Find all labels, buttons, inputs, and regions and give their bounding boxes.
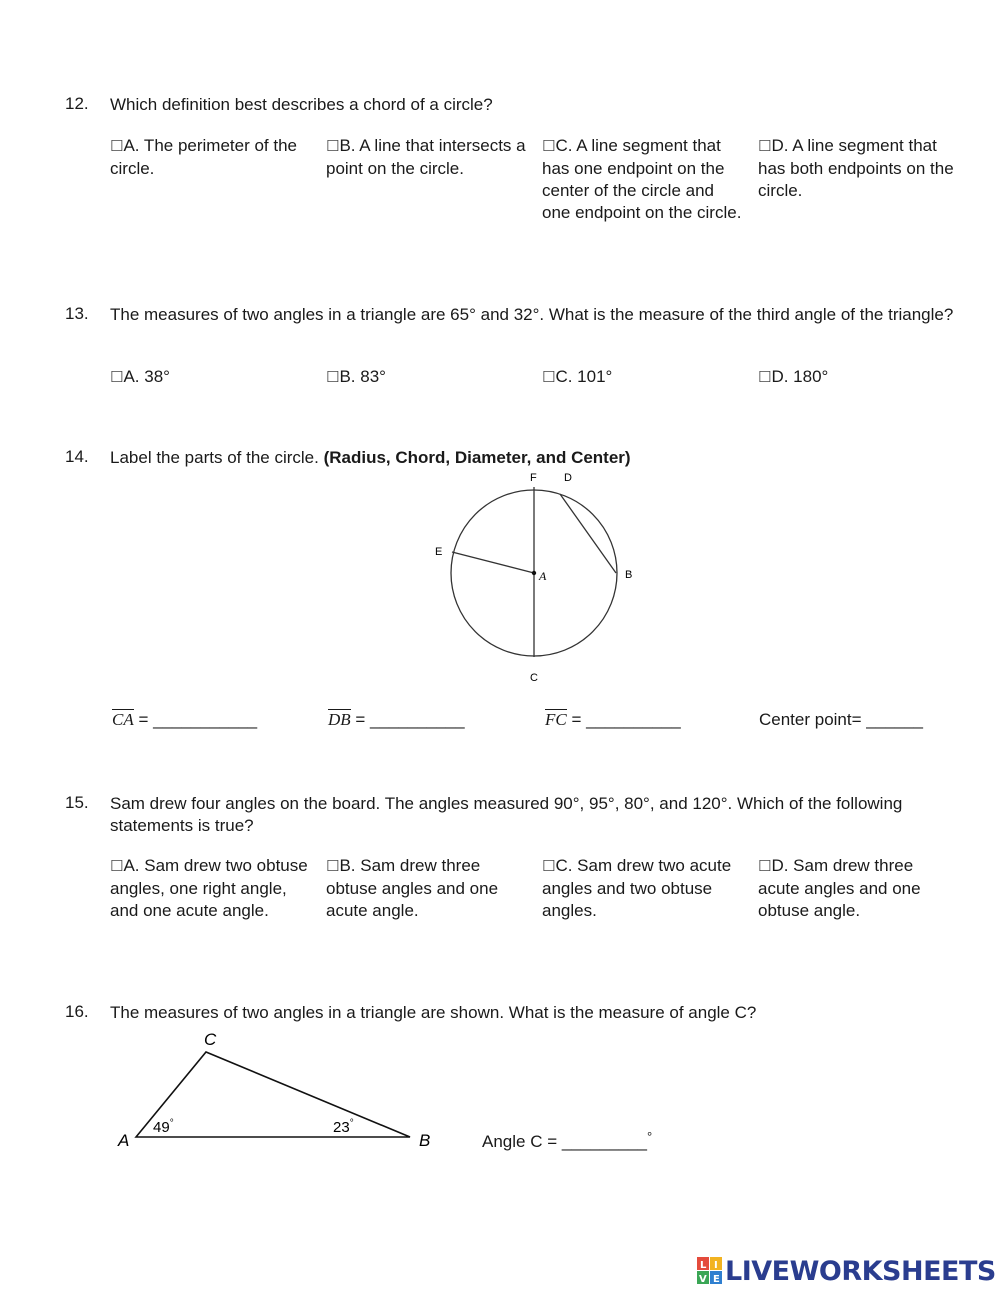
svg-text:L: L xyxy=(700,1260,707,1271)
liveworksheets-logo xyxy=(697,1256,996,1286)
label-f: F xyxy=(530,472,537,484)
q13-option-a[interactable]: ☐A. 38° xyxy=(110,367,170,386)
blank-center-point[interactable]: Center point= ______ xyxy=(759,710,923,729)
liveworksheets-icon xyxy=(697,1257,723,1285)
blank-db[interactable]: DB = __________ xyxy=(328,710,465,729)
triangle-abc xyxy=(136,1052,410,1137)
question-14-number: 14. xyxy=(65,447,89,466)
label-d: D xyxy=(564,472,572,484)
question-12-number: 12. xyxy=(65,94,89,113)
question-14-bold-text: (Radius, Chord, Diameter, and Center) xyxy=(323,448,631,467)
center-point xyxy=(532,571,536,575)
question-12-text: Which definition best describes a chord of a circle? xyxy=(110,95,493,114)
segment-fc-label: FC xyxy=(545,710,567,729)
checkbox-icon[interactable]: ☐ xyxy=(110,369,124,386)
svg-text:E: E xyxy=(713,1274,720,1285)
angle-a-measure: 49° xyxy=(153,1118,174,1136)
checkbox-icon[interactable]: ☐ xyxy=(758,858,772,875)
q12-option-a[interactable]: ☐A. The perimeter of the circle. xyxy=(110,136,298,178)
label-e: E xyxy=(435,546,443,558)
q15-option-a[interactable]: ☐A. Sam drew two obtuse angles, one right angle, and one acute angle. xyxy=(110,856,308,920)
angle-b-measure: 23° xyxy=(333,1118,354,1136)
q15-option-d[interactable]: ☐D. Sam drew three acute angles and one obtuse angle. xyxy=(758,856,921,920)
segment-ca-label: CA xyxy=(112,710,134,729)
liveworksheets-wordmark: LIVEWORKSHEETS xyxy=(725,1255,996,1287)
label-c: C xyxy=(530,672,538,684)
blank-ca[interactable]: CA = ___________ xyxy=(112,710,258,729)
label-a: A xyxy=(539,569,547,583)
checkbox-icon[interactable]: ☐ xyxy=(542,858,556,875)
svg-text:V: V xyxy=(699,1274,707,1285)
vertex-a-label: A xyxy=(118,1131,130,1150)
checkbox-icon[interactable]: ☐ xyxy=(326,138,340,155)
svg-text:I: I xyxy=(714,1260,718,1271)
blank-fc[interactable]: FC = __________ xyxy=(545,710,681,729)
question-15-number: 15. xyxy=(65,793,89,812)
question-15-text: Sam drew four angles on the board. The angles measured 90°, 95°, 80°, and 120°. Which of the following statements is true? xyxy=(110,794,903,835)
label-b: B xyxy=(625,569,633,581)
q12-option-b[interactable]: ☐B. A line that intersects a point on the circle. xyxy=(326,136,526,178)
checkbox-icon[interactable]: ☐ xyxy=(758,138,772,155)
question-13-number: 13. xyxy=(65,304,89,323)
q13-option-c[interactable]: ☐C. 101° xyxy=(542,367,613,386)
question-13-text: The measures of two angles in a triangle are 65° and 32°. What is the measure of the third angle of the triangle? xyxy=(110,305,954,324)
q12-option-d[interactable]: ☐D. A line segment that has both endpoints on the circle. xyxy=(758,136,954,200)
checkbox-icon[interactable]: ☐ xyxy=(542,138,556,155)
vertex-c-label: C xyxy=(204,1030,217,1049)
checkbox-icon[interactable]: ☐ xyxy=(326,858,340,875)
checkbox-icon[interactable]: ☐ xyxy=(326,369,340,386)
circle-diagram xyxy=(420,465,660,690)
question-14-text: Label the parts of the circle. (Radius, Chord, Diameter, and Center) xyxy=(110,448,631,467)
question-16-number: 16. xyxy=(65,1002,89,1021)
checkbox-icon[interactable]: ☐ xyxy=(110,858,124,875)
q13-option-d[interactable]: ☐D. 180° xyxy=(758,367,829,386)
segment-db-label: DB xyxy=(328,710,351,729)
checkbox-icon[interactable]: ☐ xyxy=(758,369,772,386)
q13-option-b[interactable]: ☐B. 83° xyxy=(326,367,386,386)
angle-c-answer[interactable]: Angle C = _________° xyxy=(482,1129,653,1151)
checkbox-icon[interactable]: ☐ xyxy=(542,369,556,386)
question-16-text: The measures of two angles in a triangle are shown. What is the measure of angle C? xyxy=(110,1003,757,1022)
radius-line-ea xyxy=(452,552,534,573)
vertex-b-label: B xyxy=(419,1131,431,1150)
q15-option-c[interactable]: ☐C. Sam drew two acute angles and two obtuse angles. xyxy=(542,856,732,920)
triangle-diagram xyxy=(110,1025,440,1155)
q15-option-b[interactable]: ☐B. Sam drew three obtuse angles and one acute angle. xyxy=(326,856,499,920)
checkbox-icon[interactable]: ☐ xyxy=(110,138,124,155)
q12-option-c[interactable]: ☐C. A line segment that has one endpoint on the center of the circle and one endpoint on the circle. xyxy=(542,136,742,222)
